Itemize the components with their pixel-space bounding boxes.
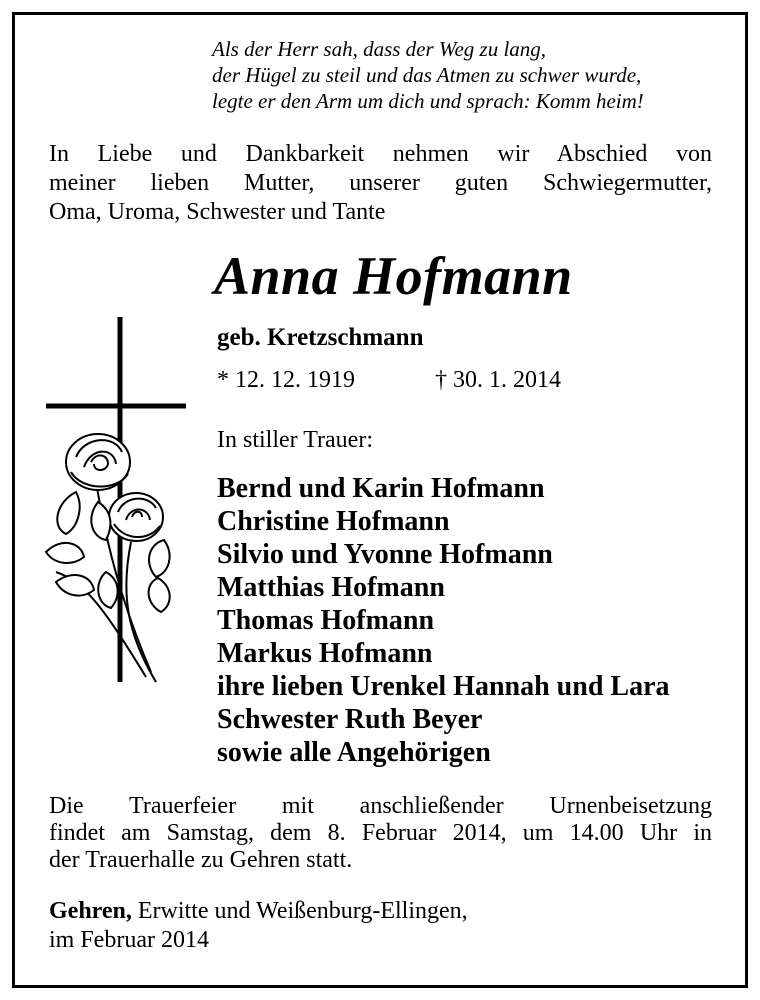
closing-place-bold: Gehren, xyxy=(49,898,132,924)
ceremony-text xyxy=(49,793,712,874)
closing-places-rest: Erwitte und Weißenburg-Ellingen, xyxy=(131,898,468,924)
death-date: † 30. 1. 2014 xyxy=(435,367,561,393)
intro-line: In Liebe und Dankbarkeit nehmen wir Abschied von xyxy=(49,141,712,167)
ceremony-line: findet am Samstag, dem 8. Februar 2014, um 14.00 Uhr in xyxy=(49,820,712,846)
mourner-name: Markus Hofmann xyxy=(217,638,433,669)
mourner-name: Bernd und Karin Hofmann xyxy=(217,473,545,504)
maiden-name: geb. Kretzschmann xyxy=(217,324,424,351)
poem-line: legte er den Arm um dich und sprach: Komm heim! xyxy=(212,89,644,113)
mourner-name: Matthias Hofmann xyxy=(217,572,445,603)
poem-line: Als der Herr sah, dass der Weg zu lang, xyxy=(212,37,547,61)
mourners-list xyxy=(217,472,670,769)
intro-line: meiner lieben Mutter, unserer guten Schwiegermutter, xyxy=(49,170,712,196)
mourner-name: Christine Hofmann xyxy=(217,506,450,537)
intro-line: Oma, Uroma, Schwester und Tante xyxy=(49,199,386,225)
birth-date: * 12. 12. 1919 xyxy=(217,367,355,393)
closing xyxy=(49,897,468,955)
mourner-name: ihre lieben Urenkel Hannah und Lara xyxy=(217,671,670,702)
intro-text xyxy=(49,140,712,227)
mourner-name: Schwester Ruth Beyer xyxy=(217,704,483,735)
closing-date: im Februar 2014 xyxy=(49,927,209,953)
ceremony-line: Die Trauerfeier mit anschließender Urnenbeisetzung xyxy=(49,793,712,819)
closing-places xyxy=(49,897,468,926)
mourner-name: sowie alle Angehörigen xyxy=(217,737,491,768)
ceremony-line: der Trauerhalle zu Gehren statt. xyxy=(49,847,353,873)
deceased-name: Anna Hofmann xyxy=(214,246,573,306)
poem xyxy=(212,36,732,114)
mourner-name: Thomas Hofmann xyxy=(217,605,435,636)
cross-with-roses-icon xyxy=(36,312,186,712)
poem-line: der Hügel zu steil und das Atmen zu schwer wurde, xyxy=(212,63,642,87)
mourner-name: Silvio und Yvonne Hofmann xyxy=(217,539,553,570)
mourning-label: In stiller Trauer: xyxy=(217,427,373,453)
